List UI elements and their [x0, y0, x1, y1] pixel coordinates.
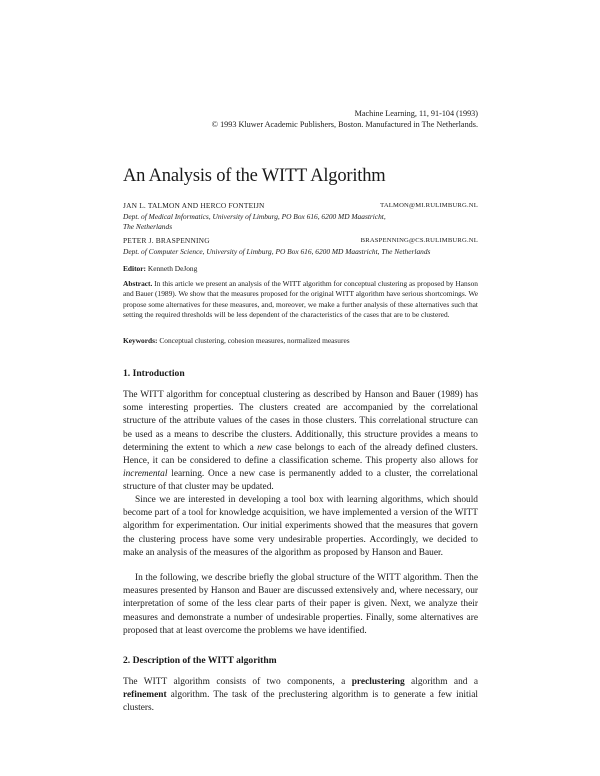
- text-run: The WITT algorithm consists of two components, a: [123, 677, 352, 687]
- editor-name: Kenneth DeJong: [147, 264, 198, 273]
- publisher-line: © 1993 Kluwer Academic Publishers, Boston. Manufactured in The Netherlands.: [211, 120, 478, 129]
- keywords-label: Keywords:: [123, 336, 158, 345]
- text-run-bold: refinement: [123, 690, 167, 701]
- abstract-label: Abstract.: [123, 279, 153, 288]
- text-run: The WITT algorithm for conceptual clustering as described by Hanson and Bauer (1989) has some interesting properties. The clusters created are accompanied by the correlational structure of the attribute values of the cases in those clusters. This correlational structure can be used as a means to describe the clusters. Additionally, this structure provides a means to determining the extent to which a: [123, 390, 478, 453]
- description-paragraph-1: [123, 676, 478, 716]
- text-run: algorithm. The task of the preclustering algorithm is to generate a few initial clusters.: [123, 690, 478, 714]
- text-run: case belongs to each of the already defined clusters. Hence, it can be considered to define a classification scheme. This property also allows for: [123, 442, 478, 467]
- keywords-text: Conceptual clustering, cohesion measures, normalized measures: [159, 336, 350, 345]
- author-email[interactable]: TALMON@MI.RULIMBURG.NL: [380, 202, 478, 209]
- text-run-italic: new: [257, 442, 273, 453]
- editor-line: [123, 264, 197, 273]
- abstract-text: In this article we present an analysis of the WITT algorithm for conceptual clustering as proposed by Hanson and Bauer (1989). We show that the measures proposed for the original WITT algorithm have serious shortcomings. We propose some alternatives for these measures, and, moreover, we make a further analysis of these alternatives such that setting the required thresholds will be less dependent of the characteristics of the cases that are to be clustered.: [123, 279, 478, 320]
- author-affiliation-country: The Netherlands: [123, 222, 173, 231]
- text-run-bold: preclustering: [351, 677, 405, 687]
- author-block-2: [123, 236, 478, 257]
- text-run-italic: incremental: [123, 469, 168, 480]
- author-block-1: [123, 201, 478, 233]
- text-run: algorithm and a: [404, 677, 479, 687]
- paper-title: An Analysis of the WITT Algorithm: [123, 166, 386, 186]
- abstract: [123, 279, 478, 321]
- journal-citation: Machine Learning, 11, 91-104 (1993): [354, 109, 478, 118]
- keywords: [123, 336, 478, 345]
- journal-header: [212, 108, 478, 130]
- intro-paragraph-3: In the following, we describe briefly the global structure of the WITT algorithm. Then the measures presented by Hanson and Bauer are discussed extensively and, where necessary, our interpretation of some of the less clear parts of their paper is given. Next, we analyze their measures and demonstrate a number of undesirable properties. Finally, some alternatives are proposed that at least overcome the problems we have identified.: [123, 573, 478, 636]
- text-run: learning. Once a new case is permanently added to a cluster, the correlational structure of that cluster may be updated.: [123, 469, 478, 493]
- author-email[interactable]: BRASPENNING@CS.RULIMBURG.NL: [360, 237, 478, 244]
- author-names: PETER J. BRASPENNING: [123, 236, 210, 245]
- intro-paragraph-2: Since we are interested in developing a tool box with learning algorithms, which should become part of a tool for knowledge acquisition, we have implemented a version of the WITT algorithm for experimentation. Our initial experiments showed that the measures that govern the clustering process have some very undesirable properties. Accordingly, we decided to make an analysis of the measures of the algorithm as proposed by Hanson and Bauer.: [123, 495, 478, 558]
- editor-label: Editor:: [123, 264, 146, 273]
- section-heading-introduction: 1. Introduction: [123, 368, 185, 379]
- author-affiliation: Dept. of Medical Informatics, University of Limburg, PO Box 616, 6200 MD Maastricht,: [123, 211, 386, 221]
- intro-paragraph-1: [123, 389, 478, 495]
- section-heading-description: 2. Description of the WITT algorithm: [123, 655, 277, 666]
- author-names: JAN L. TALMON AND HERCO FONTEIJN: [123, 201, 265, 210]
- author-affiliation: Dept. of Computer Science, University of Limburg, PO Box 616, 6200 MD Maastricht, The Netherlands: [123, 246, 431, 256]
